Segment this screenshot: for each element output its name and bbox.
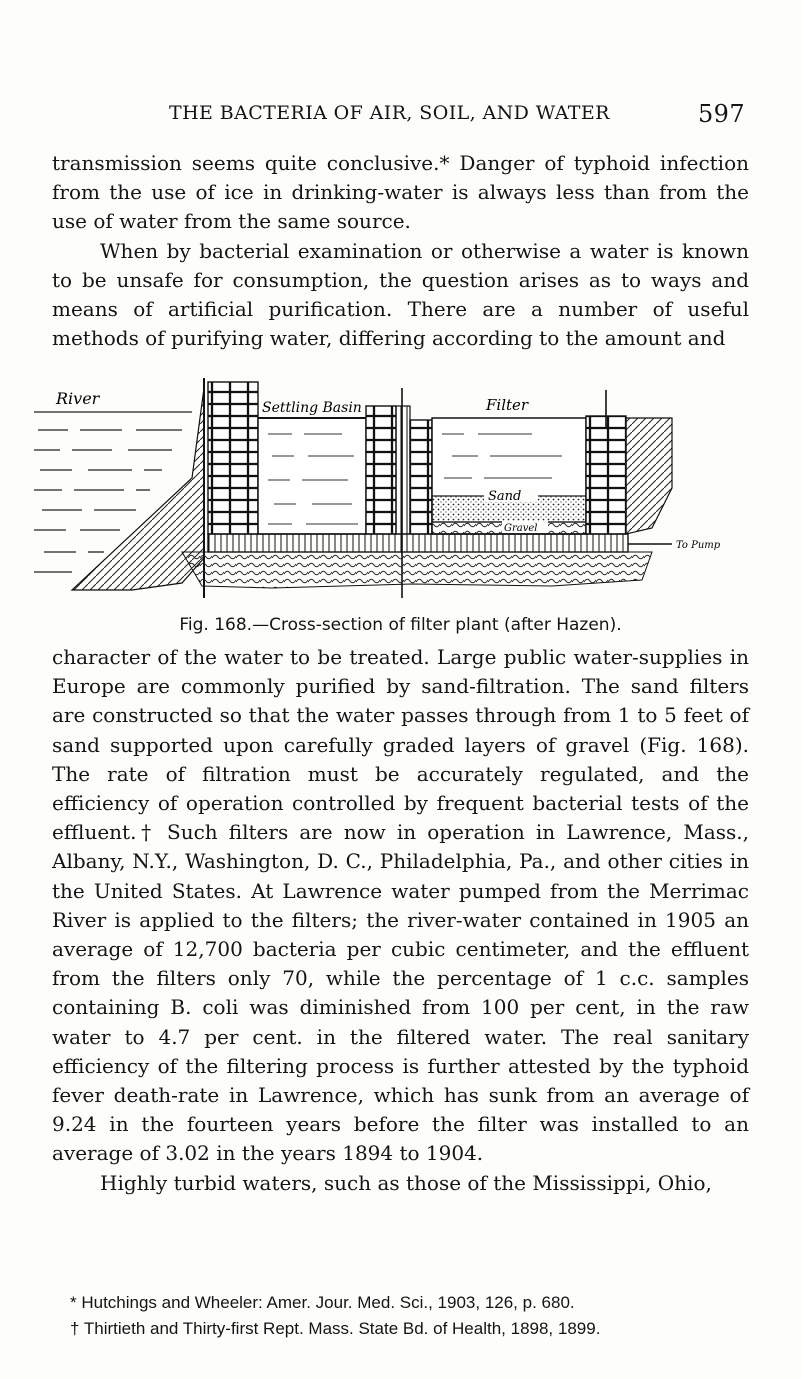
filter-plant-figure bbox=[32, 368, 722, 608]
paragraph: When by bacterial examination or otherwise a water is known to be unsafe for consumption, the question arises as to ways and means of artificial purification. There are a number of useful methods of purifying water, differing according to the amount and bbox=[52, 238, 749, 351]
sand-label: Sand bbox=[488, 489, 522, 504]
gravel-column bbox=[396, 406, 410, 534]
figure-caption: Fig. 168.—Cross-section of filter plant (after Hazen). bbox=[179, 615, 622, 635]
settling-basin-label: Settling Basin bbox=[262, 400, 362, 416]
masonry-wall-center bbox=[410, 420, 432, 534]
running-title: THE BACTERIA OF AIR, SOIL, AND WATER bbox=[169, 102, 610, 124]
ground-below bbox=[182, 552, 652, 588]
paragraph: transmission seems quite conclusive.* Danger of typhoid infection from the use of ice in drinking-water is always less than from the use of water from the same source. bbox=[52, 151, 749, 234]
footnote: † Thirtieth and Thirty-first Rept. Mass. State Bd. of Health, 1898, 1899. bbox=[70, 1318, 601, 1338]
right-embankment bbox=[626, 418, 672, 534]
masonry-wall-left bbox=[208, 382, 258, 534]
masonry-wall-right bbox=[586, 416, 626, 534]
underdrain-channel bbox=[208, 534, 628, 552]
body-text-top bbox=[52, 149, 749, 353]
page-number: 597 bbox=[697, 100, 745, 128]
filter-label: Filter bbox=[486, 396, 529, 414]
river-embankment bbox=[72, 388, 204, 590]
gravel-label: Gravel bbox=[504, 523, 538, 534]
masonry-wall-middle bbox=[366, 406, 396, 534]
filter-plant-cross-section bbox=[32, 368, 722, 608]
body-text-bottom bbox=[52, 643, 749, 1198]
footnote: * Hutchings and Wheeler: Amer. Jour. Med. Sci., 1903, 126, p. 680. bbox=[70, 1293, 575, 1312]
to-pump-label: To Pump bbox=[676, 540, 721, 551]
river-label: River bbox=[56, 389, 100, 408]
paragraph: character of the water to be treated. Large public water-supplies in Europe are commonly purified by sand-filtration. The sand filters are constructed so that the water passes through from 1 to 5 feet of sand supported upon carefully graded layers of gravel (Fig. 168). The rate of filtration must be accurately regulated, and the efficiency of operation controlled by frequent bacterial tests of the effluent.† Such filters are now in operation in Lawrence, Mass., Albany, N.Y., Washington, D. C., Philadelphia, Pa., and other cities in the United States. At Lawrence water pumped from the Merrimac River is applied to the filters; the river-water contained in 1905 an average of 12,700 bacteria per cubic centimeter, and the effluent from the filters only 70, while the percentage of 1 c.c. samples containing B. coli was diminished from 100 per cent, in the raw water to 4.7 per cent. in the filtered water. The real sanitary efficiency of the filtering process is further attested by the typhoid fever death-rate in Lawrence, which has sunk from an average of 9.24 in the fourteen years before the filter was installed to an average of 3.02 in the years 1894 to 1904. bbox=[52, 645, 749, 1166]
settling-basin bbox=[258, 418, 366, 534]
running-header bbox=[52, 100, 745, 130]
footnotes bbox=[70, 1290, 750, 1341]
paragraph: Highly turbid waters, such as those of the Mississippi, Ohio, bbox=[100, 1170, 712, 1195]
